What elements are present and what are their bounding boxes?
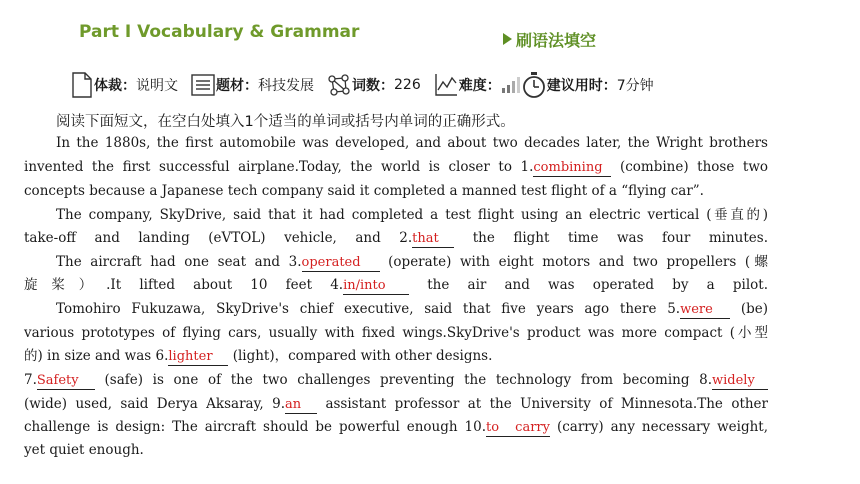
passage-text: challenge is design: The aircraft should be powerful enough 10. xyxy=(24,419,486,435)
topic-label: 题材： xyxy=(216,78,258,94)
time-value: 7分钟 xyxy=(616,78,654,94)
passage-text: the air and was operated by a pilot. xyxy=(427,277,769,293)
passage-text: the flight time was four minutes. xyxy=(472,230,768,246)
passage-line-5 xyxy=(24,228,768,248)
passage-text: (operate) with eight motors and two propellers (螺 xyxy=(388,254,769,270)
answer-blank-2: that xyxy=(412,231,454,248)
passage-line-9: various prototypes of flying cars, usually with fixed wings.SkyDrive's product was more compact (小型 xyxy=(24,325,768,341)
passage-text: (wide) used, said Derya Aksaray, 9. xyxy=(24,396,286,412)
difficulty-label: 难度： xyxy=(458,78,501,94)
answer-blank-8: widely xyxy=(712,373,768,390)
passage-text: (carry) any necessary weight, xyxy=(556,419,769,435)
time-label: 建议用时： xyxy=(546,78,617,94)
words-label: 词数： xyxy=(352,78,394,94)
answer-blank-4: in/into xyxy=(343,278,409,295)
answer-blank-10: to carry xyxy=(485,420,550,435)
passage-line-10 xyxy=(24,346,768,366)
passage-line-6 xyxy=(56,252,768,272)
answer-blank-1: combining xyxy=(533,160,611,177)
passage-line-8 xyxy=(56,299,768,319)
topic-value: 科技发展 xyxy=(258,78,314,94)
list-icon xyxy=(190,72,216,98)
answer-blank-5: were xyxy=(680,302,730,319)
play-triangle-icon xyxy=(503,33,512,45)
passage-line-13 xyxy=(24,417,768,437)
passage-line-14: yet quiet enough. xyxy=(24,442,144,458)
passage-text: assistant professor at the University of Minnesota.The other xyxy=(325,396,769,412)
genre-value: 说明文 xyxy=(136,78,178,94)
answer-blank-7: Safety xyxy=(37,373,95,390)
passage-text: (be) xyxy=(740,301,768,317)
passage-line-12 xyxy=(24,394,768,414)
passage-line-3: concepts because a Japanese tech company said it completed a manned test flight of a “flying car”. xyxy=(24,183,704,199)
passage-text: (light)，compared with other designs. xyxy=(232,348,493,364)
section-tag-label: 刷语法填空 xyxy=(516,31,597,50)
stopwatch-icon xyxy=(521,71,547,99)
passage-text: The aircraft had one seat and 3. xyxy=(56,254,302,270)
passage-text: 的) in size and was 6. xyxy=(24,348,169,364)
document-icon xyxy=(70,71,94,99)
answer-blank-9: an xyxy=(285,397,317,414)
passage-text: (safe) is one of the two challenges preventing the technology from becoming 8. xyxy=(104,372,712,388)
answer-blank-6: lighter xyxy=(168,349,228,366)
answer-blank-3: operated xyxy=(302,255,380,272)
passage-text: take-off and landing (eVTOL) vehicle, and 2. xyxy=(24,230,413,246)
passage-line-11 xyxy=(24,370,768,390)
passage-text: 7. xyxy=(24,372,37,388)
passage-line-4: The company, SkyDrive, said that it had completed a test flight using an electric vertical (垂直的) xyxy=(56,207,768,223)
passage-text: Tomohiro Fukuzawa, SkyDrive's chief executive, said that five years ago there 5. xyxy=(56,301,681,317)
instructions: 阅读下面短文，在空白处填入1个适当的单词或括号内单词的正确形式。 xyxy=(56,114,515,130)
passage-line-2 xyxy=(24,157,768,177)
passage-line-7 xyxy=(24,275,768,295)
part-title: Part Ⅰ Vocabulary & Grammar xyxy=(79,22,360,42)
section-tag xyxy=(503,28,596,51)
chart-icon xyxy=(433,72,459,98)
words-value: 226 xyxy=(394,77,421,93)
molecule-icon xyxy=(326,72,352,98)
passage-line-1: In the 1880s, the first automobile was developed, and about two decades later, the Wright brothers xyxy=(56,135,768,151)
signal-bars-icon xyxy=(501,76,521,94)
passage-text: (combine) those two xyxy=(619,159,768,175)
meta-bar xyxy=(70,68,666,102)
passage-text: 旋桨）.It lifted about 10 feet 4. xyxy=(24,277,344,293)
passage-text: invented the first successful airplane.Today, the world is closer to 1. xyxy=(24,159,534,175)
genre-label: 体裁： xyxy=(94,78,136,94)
